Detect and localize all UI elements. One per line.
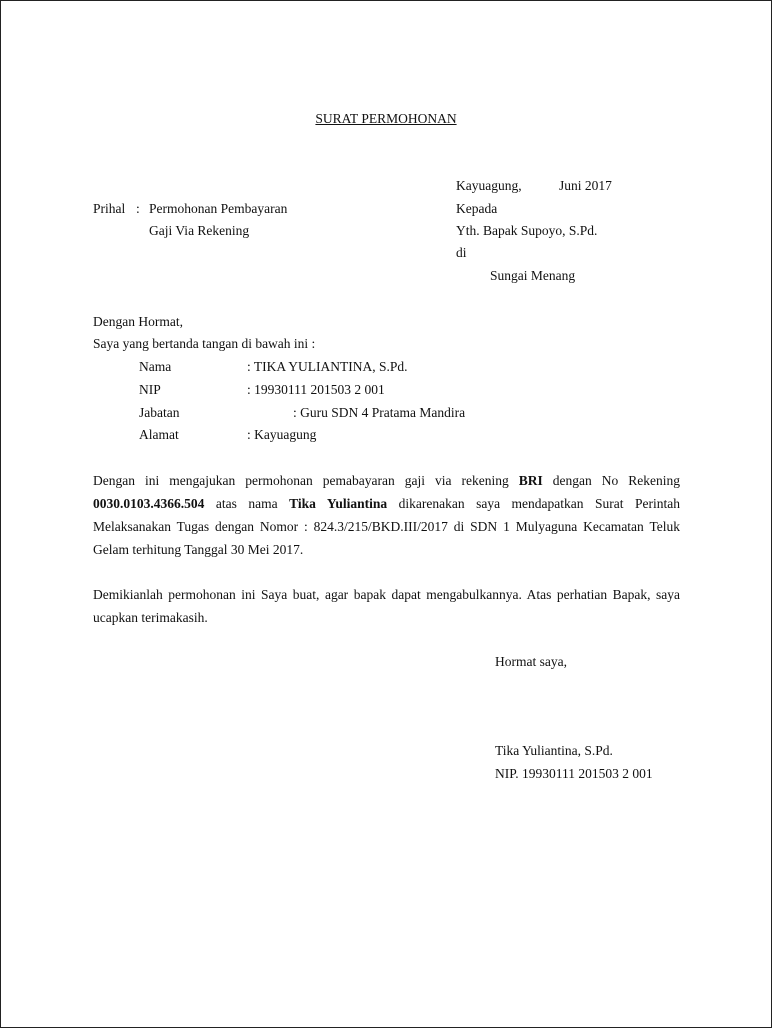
subject-label: Prihal <box>93 201 126 216</box>
identity-value-alamat: : Kayuagung <box>247 427 317 442</box>
bank-name: BRI <box>518 473 543 488</box>
signer-name: Tika Yuliantina, S.Pd. <box>495 743 613 758</box>
identity-label-nama: Nama <box>139 359 172 374</box>
recipient-name: Yth. Bapak Supoyo, S.Pd. <box>456 223 598 238</box>
closing-regards: Hormat saya, <box>495 654 567 669</box>
account-name: Tika Yuliantina <box>289 496 388 511</box>
account-number: 0030.0103.4366.504 <box>93 496 205 511</box>
body-paragraph-1: Dengan ini mengajukan permohonan pemabayaran gaji via rekening BRI dengan No Rekening 0030.0103.4366.504 atas nama Tika Yuliantina dikarenakan saya mendapatkan Surat Perintah Melaksanakan Tugas dengan Nomor : 824.3/215/BKD.III/2017 di SDN 1 Mulyaguna Kecamatan Teluk Gelam terhitung Tanggal 30 Mei 2017. <box>93 473 680 557</box>
subject-line-1: Permohonan Pembayaran <box>149 201 288 216</box>
body-paragraph-2: Demikianlah permohonan ini Saya buat, agar bapak dapat mengabulkannya. Atas perhatian Bapak, saya ucapkan terimakasih. <box>93 587 680 625</box>
letter-title <box>1 111 771 127</box>
identity-value-jabatan: : Guru SDN 4 Pratama Mandira <box>293 405 466 420</box>
date: Juni 2017 <box>559 178 612 193</box>
recipient-location: Sungai Menang <box>490 268 576 283</box>
recipient-di: di <box>456 245 467 260</box>
title-text: SURAT PERMOHONAN <box>315 111 457 126</box>
identity-label-jabatan: Jabatan <box>139 405 180 420</box>
intro: Saya yang bertanda tangan di bawah ini : <box>93 336 316 351</box>
subject-line-2: Gaji Via Rekening <box>149 223 250 238</box>
greeting: Dengan Hormat, <box>93 314 183 329</box>
identity-label-nip: NIP <box>139 382 161 397</box>
identity-value-nama: : TIKA YULIANTINA, S.Pd. <box>247 359 408 374</box>
identity-label-alamat: Alamat <box>139 427 179 442</box>
recipient-label: Kepada <box>456 201 498 216</box>
place: Kayuagung, <box>456 178 522 193</box>
subject-colon: : <box>136 201 140 216</box>
signer-nip: NIP. 19930111 201503 2 001 <box>495 766 653 781</box>
identity-value-nip: : 19930111 201503 2 001 <box>247 382 385 397</box>
